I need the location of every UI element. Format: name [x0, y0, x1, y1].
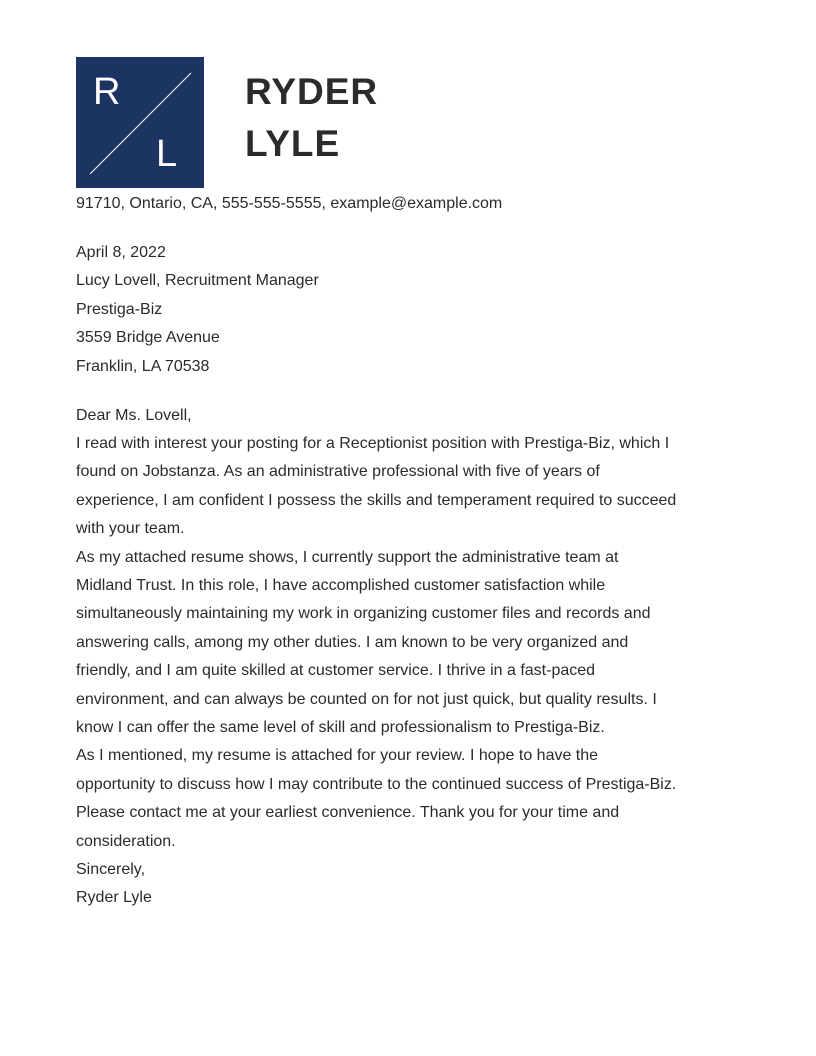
salutation — [76, 402, 726, 430]
paragraph-line: consideration. — [76, 832, 176, 850]
monogram-last-initial: L — [156, 133, 178, 175]
signoff-block — [76, 856, 726, 913]
recipient-street: 3559 Bridge Avenue — [76, 329, 220, 347]
paragraph-line: friendly, and I am quite skilled at customer service. I thrive in a fast-paced — [76, 662, 596, 680]
recipient-name-title: Lucy Lovell, Recruitment Manager — [76, 272, 319, 290]
paragraph-line: know I can offer the same level of skill and professionalism to Prestiga-Biz. — [76, 719, 605, 736]
paragraph-line: Midland Trust. In this role, I have accomplished customer satisfaction while — [76, 576, 606, 594]
paragraph-line: experience, I am confident I possess the skills and temperament required to succeed — [76, 491, 677, 509]
paragraph-line: I read with interest your posting for a Receptionist position with Prestiga-Biz, which I — [76, 434, 670, 452]
paragraph-experience — [76, 544, 726, 743]
applicant-last-name: LYLE — [245, 123, 341, 164]
letter-date: April 8, 2022 — [76, 244, 166, 261]
paragraph-line: opportunity to discuss how I may contribute to the continued success of Prestiga-Biz. — [76, 775, 677, 793]
salutation-text: Dear Ms. Lovell, — [76, 406, 192, 424]
paragraph-line: Please contact me at your earliest convenience. Thank you for your time and — [76, 804, 620, 822]
applicant-name — [245, 66, 378, 170]
paragraph-line: As my attached resume shows, I currently support the administrative team at — [76, 548, 619, 566]
paragraph-line: with your team. — [76, 520, 185, 538]
paragraph-line: environment, and can always be counted on for not just quick, but quality results. I — [76, 690, 657, 708]
valediction: Sincerely, — [76, 861, 146, 879]
signature-name: Ryder Lyle — [76, 889, 152, 907]
recipient-block — [76, 239, 726, 381]
paragraph-line: As I mentioned, my resume is attached for your review. I hope to have the — [76, 747, 599, 765]
paragraph-line: simultaneously maintaining my work in organizing customer files and records and — [76, 605, 651, 623]
recipient-company: Prestiga-Biz — [76, 300, 163, 318]
paragraph-closing — [76, 742, 726, 856]
applicant-first-name: RYDER — [245, 71, 379, 112]
paragraph-line: found on Jobstanza. As an administrative professional with five of years of — [76, 463, 600, 481]
paragraph-intro — [76, 430, 726, 544]
monogram-first-initial: R — [93, 71, 121, 113]
recipient-city: Franklin, LA 70538 — [76, 357, 210, 375]
paragraph-line: answering calls, among my other duties. I am known to be very organized and — [76, 633, 629, 651]
letter-body — [76, 239, 726, 913]
contact-info: 91710, Ontario, CA, 555-555-5555, example@example.com — [76, 195, 503, 212]
monogram-logo — [76, 57, 204, 188]
